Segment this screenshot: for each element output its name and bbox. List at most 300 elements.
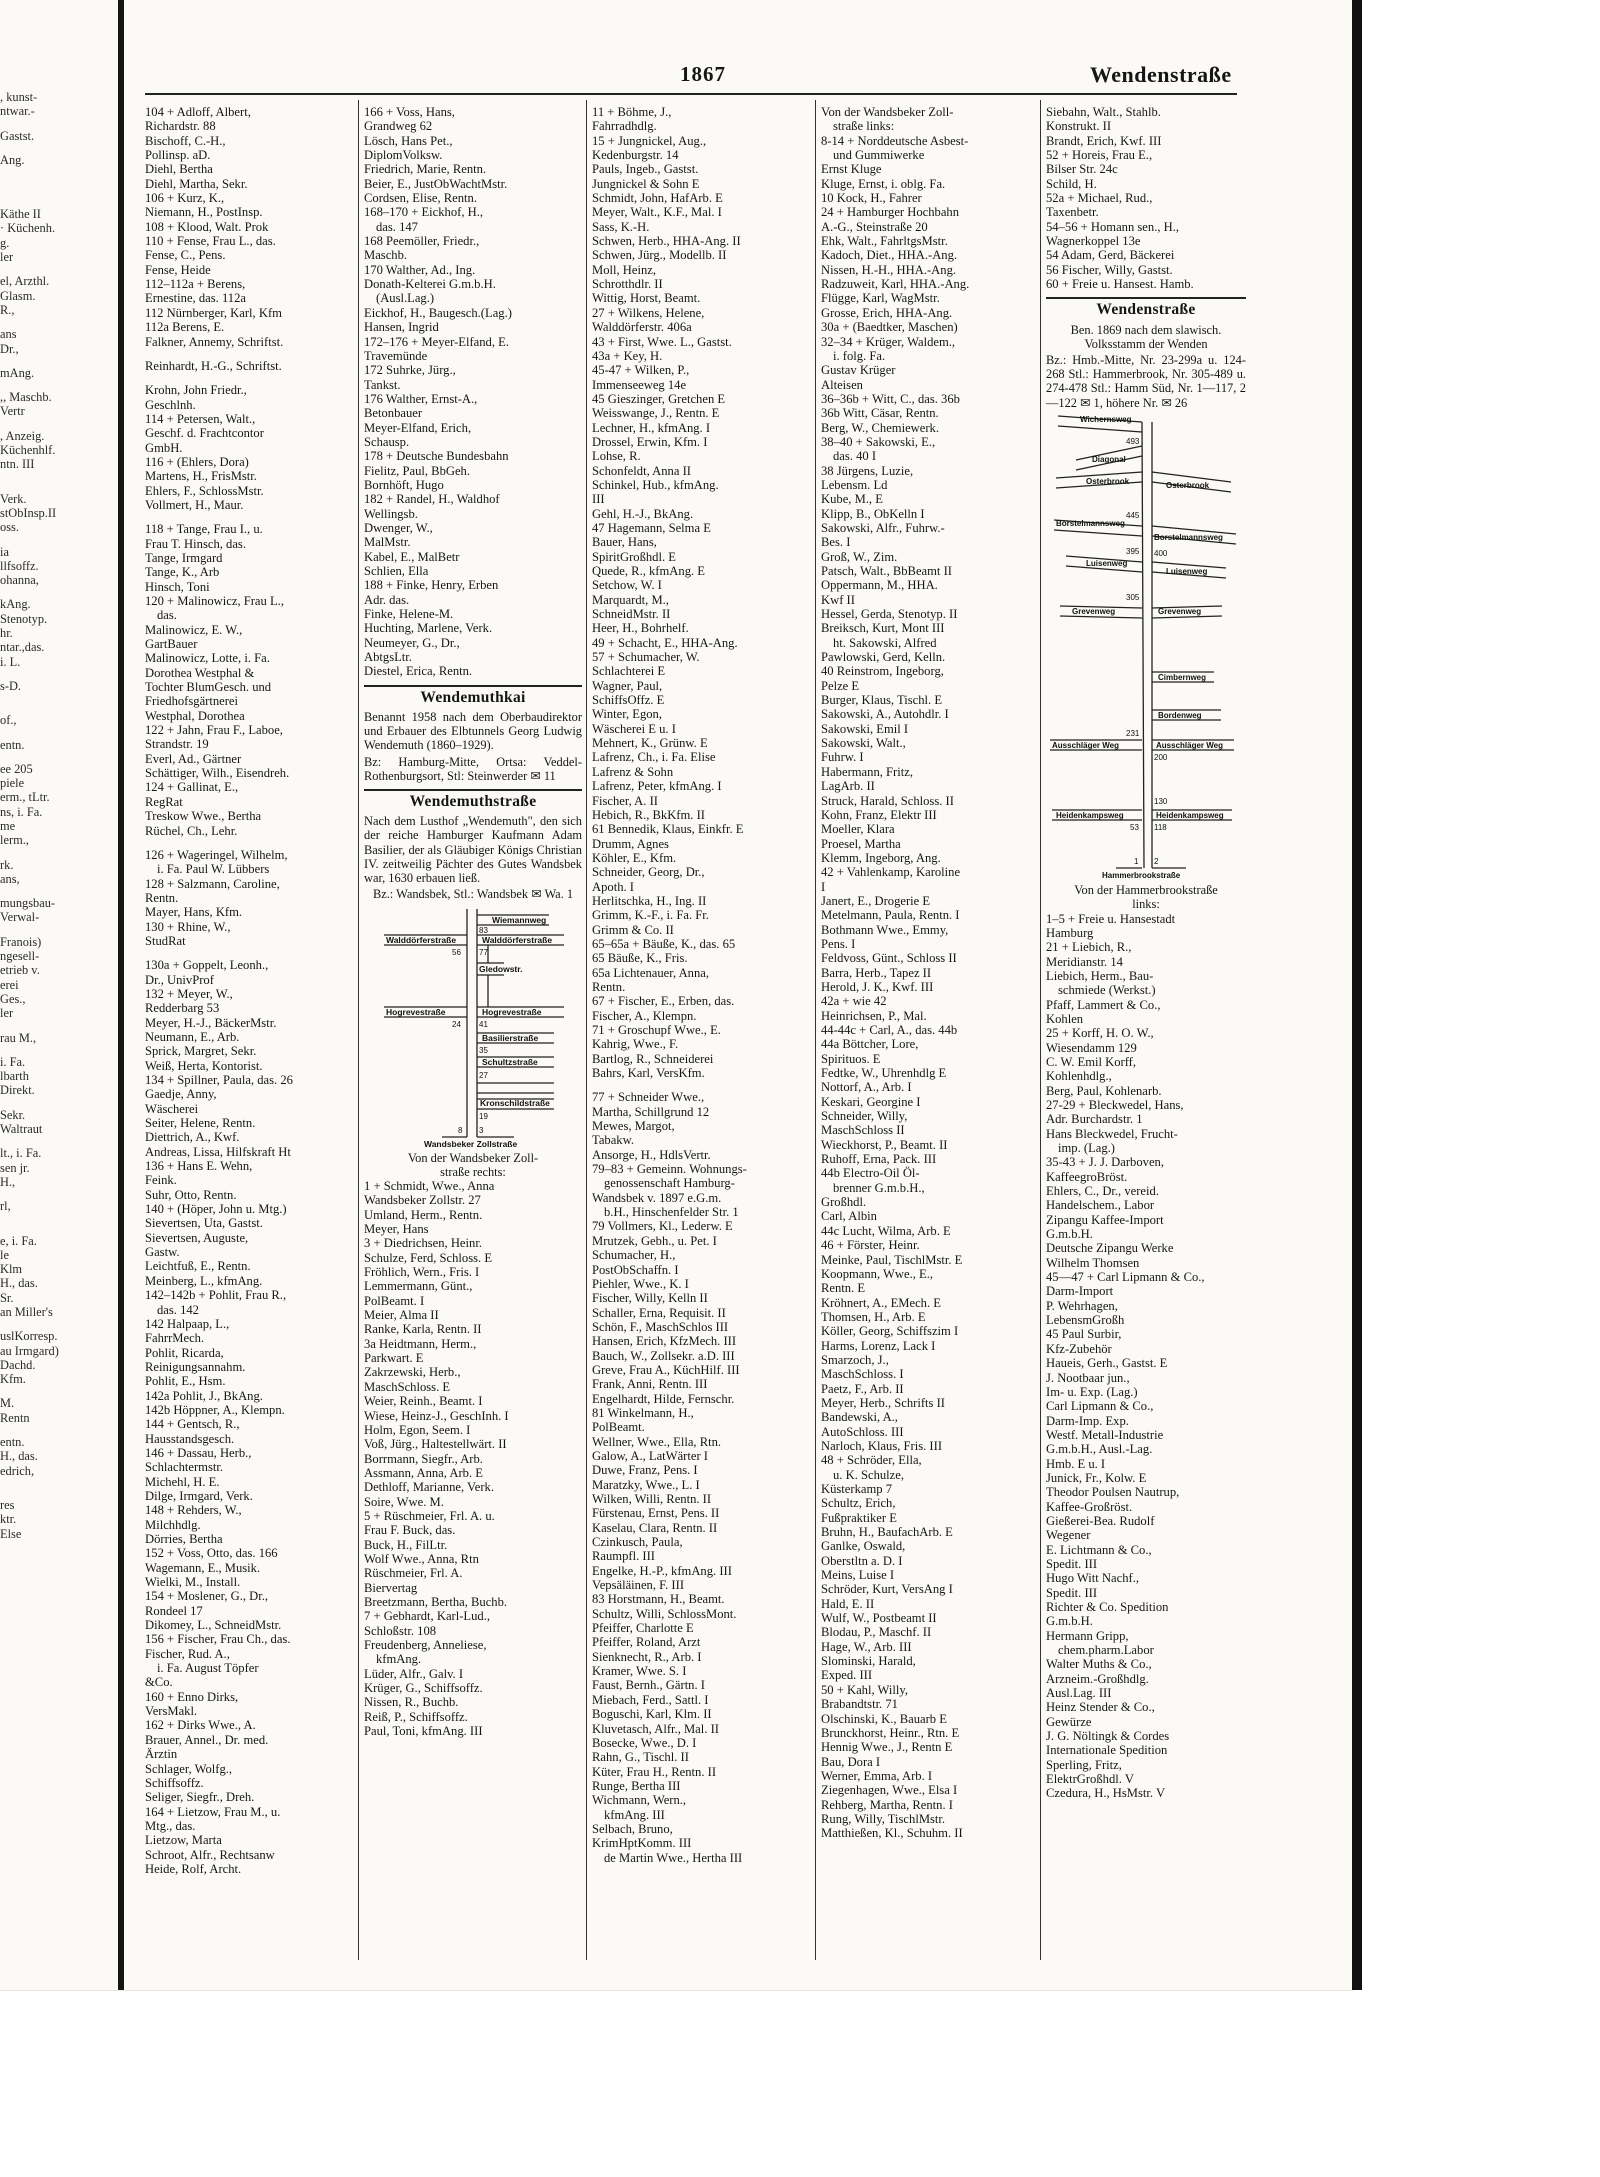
directory-entry-line: 44a Böttcher, Lore, <box>821 1037 919 1052</box>
clipped-text <box>0 925 118 935</box>
directory-entry-line: Moll, Heinz, <box>592 262 657 277</box>
directory-entry-line <box>145 512 353 522</box>
clipped-text: Sr. <box>0 1290 14 1305</box>
wendenstrasse-direction-2: links: <box>1132 897 1160 912</box>
directory-entry-line: Internationale Spedition <box>1046 1743 1168 1758</box>
directory-entry-line: Zakrzewski, Herb., <box>364 1365 461 1380</box>
map-label-gledowstrasse: Gledowstr. <box>479 964 523 975</box>
clipped-text: ngesell- <box>0 949 40 964</box>
directory-entry-line: 45 Paul Surbir, <box>1046 1327 1122 1342</box>
directory-entry-line: Bauer, Hans, <box>592 535 657 550</box>
directory-entry-line: Greve, Frau A., KüchHilf. III <box>592 1362 740 1377</box>
directory-entry-line: Gewürze <box>1046 1714 1092 1729</box>
directory-entry-line: 1 + Schmidt, Wwe., Anna <box>364 1179 495 1193</box>
clipped-text <box>0 535 118 545</box>
directory-entry-line: Matthießen, Kl., Schuhm. II <box>821 1826 963 1841</box>
directory-entry-line: Theodor Poulsen Nautrup, <box>1046 1485 1180 1500</box>
directory-entry-line: 42a + wie 42 <box>821 994 887 1009</box>
directory-entry-line: LagArb. II <box>821 779 875 794</box>
directory-entry-line: Falkner, Annemy, Schriftst. <box>145 334 284 349</box>
clipped-text <box>0 1045 118 1055</box>
column-divider <box>1040 100 1041 1960</box>
directory-entry-line: Wielki, M., Install. <box>145 1575 241 1590</box>
directory-entry-line: Jungnickel & Sohn E <box>592 176 700 191</box>
directory-entry-line: Schlachtermstr. <box>145 1460 223 1475</box>
directory-entry-line: Schroot, Alfr., Rechtsanw <box>145 1847 275 1862</box>
directory-entry-line: Schneider, Georg, Dr., <box>592 865 705 880</box>
directory-entry-line: Fürstenau, Ernst, Pens. II <box>592 1506 720 1521</box>
directory-entry-line: Maschb. <box>364 248 408 263</box>
map-label-bordenweg: Bordenweg <box>1158 710 1202 720</box>
map-label-walddoerferstrasse: Walddörferstraße <box>482 935 553 946</box>
directory-entry-line: Im- u. Exp. (Lag.) <box>1046 1384 1138 1399</box>
directory-entry-line: 81 Winkelmann, H., <box>592 1405 694 1420</box>
directory-entry-line: Rüchel, Ch., Lehr. <box>145 823 238 838</box>
directory-entry-line: Habermann, Fritz, <box>821 764 913 779</box>
directory-entry-line: Bahrs, Karl, VersKfm. <box>592 1066 705 1081</box>
clipped-text: ntwar.- <box>0 104 35 119</box>
directory-entry-line: Rüschmeier, Frl. A. <box>364 1566 463 1581</box>
column-5 <box>1046 105 1246 1965</box>
directory-entry-line: Ranke, Karla, Rentn. II <box>364 1322 482 1337</box>
directory-entry-line: Malinowicz, E. W., <box>145 622 243 637</box>
directory-entry-line: 152 + Voss, Otto, das. 166 <box>145 1546 278 1561</box>
directory-entry-line: 128 + Salzmann, Caroline, <box>145 876 280 891</box>
clipped-text <box>0 703 118 713</box>
map-label-cimbernweg: Cimbernweg <box>1158 672 1207 682</box>
directory-entry-line: Wulf, W., Postbeamt II <box>821 1611 937 1626</box>
directory-entry-line: 57 + Schumacher, W. <box>592 650 700 665</box>
directory-entry-line: 38 Jürgens, Luzie, <box>821 463 914 478</box>
directory-entry-line: 160 + Enno Dirks, <box>145 1689 239 1704</box>
directory-entry-line: Von der Wandsbeker Zoll- <box>821 105 954 119</box>
directory-entry-line: 122 + Jahn, Frau F., Laboe, <box>145 723 283 738</box>
map-house-number: 83 <box>479 926 488 936</box>
directory-entry-line: Lemmermann, Günt., <box>364 1279 473 1294</box>
directory-entry-line: 188 + Finke, Henry, Erben <box>364 578 499 593</box>
directory-entry-line: Pens. I <box>821 936 856 951</box>
clipped-text: oss. <box>0 520 19 535</box>
clipped-text: lbarth <box>0 1069 29 1084</box>
directory-entry-line: 136 + Hans E. Wehn, <box>145 1159 253 1174</box>
directory-entry-line: Schmidt, John, HafArb. E <box>592 191 723 206</box>
directory-entry-line: MalMstr. <box>364 535 411 550</box>
directory-entry-line: Exped. III <box>821 1668 873 1683</box>
directory-entry-line: Boguschi, Karl, Klm. II <box>592 1707 712 1722</box>
clipped-text: Dachd. <box>0 1357 36 1372</box>
directory-entry-line: Ruhoff, Erna, Pack. III <box>821 1152 937 1167</box>
directory-entry-line: 168–170 + Eickhof, H., <box>364 205 484 220</box>
directory-entry-line: Hinsch, Toni <box>145 579 210 594</box>
directory-entry-line: Brunckhorst, Heinr., Rtn. E <box>821 1725 960 1740</box>
directory-entry-line: 154 + Moslener, G., Dr., <box>145 1589 269 1604</box>
directory-entry-line: Wieckhorst, P., Beamt. II <box>821 1137 948 1152</box>
directory-entry-line: 144 + Gentsch, R., <box>145 1417 240 1432</box>
directory-entry-line: Meyer, H.-J., BäckerMstr. <box>145 1015 277 1030</box>
directory-entry-line: Mehnert, K., Grünw. E <box>592 736 708 751</box>
directory-entry-line: Berg, Paul, Kohlenarb. <box>1046 1083 1162 1098</box>
directory-entry-line: 44b Electro-Oil Öl- <box>821 1166 920 1181</box>
directory-entry-line: 142 Halpaap, L., <box>145 1316 230 1331</box>
directory-entry-line: Ehlers, C., Dr., vereid. <box>1046 1184 1159 1199</box>
directory-entry-line: Wagner, Paul, <box>592 678 663 693</box>
directory-entry-line: chem.pharm.Labor <box>1058 1643 1154 1658</box>
directory-entry-line: 116 + (Ehlers, Dora) <box>145 454 249 469</box>
directory-entry-line: Meinke, Paul, TischlMstr. E <box>821 1252 963 1267</box>
directory-entry-line: Rehberg, Martha, Rentn. I <box>821 1797 953 1812</box>
directory-entry-line: Meyer-Elfand, Erich, <box>364 420 472 435</box>
directory-entry-line: Krüger, G., Schiffsoffz. <box>364 1681 483 1696</box>
directory-entry-line: Seiter, Helene, Rentn. <box>145 1116 256 1131</box>
map-house-number: 19 <box>479 1112 488 1122</box>
directory-entry-line: Wiesendamm 129 <box>1046 1040 1137 1055</box>
clipped-text <box>0 419 118 429</box>
directory-entry-line: 182 + Randel, H., Waldhof <box>364 492 500 507</box>
map-label-kronschildstrasse: Kronschildstraße <box>480 1098 550 1109</box>
directory-entry-line: Pollinsp. aD. <box>145 148 211 163</box>
directory-entry-line: Grandweg 62 <box>364 119 433 134</box>
directory-entry-line: Bilser Str. 24c <box>1046 162 1118 177</box>
directory-entry-line: Radzuweit, Karl, HHA.-Ang. <box>821 277 970 292</box>
directory-entry-line: 45—47 + Carl Lipmann & Co., <box>1046 1270 1205 1285</box>
directory-entry-line: G.m.b.H. <box>1046 1227 1093 1242</box>
clipped-text <box>0 167 118 177</box>
directory-entry-line: Wolf Wwe., Anna, Rtn <box>364 1551 479 1566</box>
clipped-text <box>0 177 118 187</box>
directory-entry-line: AutoSchloss. III <box>821 1424 904 1439</box>
directory-entry-line: Piehler, Wwe., K. I <box>592 1276 689 1291</box>
clipped-text: hr. <box>0 626 13 641</box>
directory-entry-line: 142a Pohlit, J., BkAng. <box>145 1388 263 1403</box>
directory-entry-line: Haueis, Gerh., Gastst. E <box>1046 1356 1168 1371</box>
directory-entry-line: Lohse, R. <box>592 449 641 464</box>
clipped-text: i. Fa. <box>0 1054 26 1069</box>
directory-entry-line: Vollmert, H., Maur. <box>145 497 244 512</box>
map-house-number: 41 <box>479 1020 488 1030</box>
clipped-text: mAng. <box>0 365 35 380</box>
directory-entry-line: Dikomey, L., SchneidMstr. <box>145 1618 282 1633</box>
clipped-text: Else <box>0 1526 22 1541</box>
directory-entry-line: 140 + (Höper, John u. Mtg.) <box>145 1202 287 1217</box>
directory-entry-line: Taxenbetr. <box>1046 205 1099 220</box>
page-number: 1867 <box>680 62 726 86</box>
directory-entry-line: Wilhelm Thomsen <box>1046 1255 1140 1270</box>
directory-entry-line: Lafrenz, Peter, kfmAng. I <box>592 779 722 794</box>
map-house-number: 400 <box>1154 548 1168 558</box>
directory-entry-line: E. Lichtmann & Co., <box>1046 1542 1152 1557</box>
map-house-number: 77 <box>479 948 488 958</box>
directory-entry-line: Tange, K., Arb <box>145 565 220 580</box>
directory-entry-line: Parkwart. E <box>364 1351 424 1366</box>
directory-entry-line: GmbH. <box>145 440 183 455</box>
directory-entry-line: das. 142 <box>157 1302 199 1317</box>
directory-entry-line: und Gummiwerke <box>833 148 925 163</box>
directory-entry-line: Hebich, R., BkKfm. II <box>592 807 705 822</box>
directory-entry-line: Walter Muths & Co., <box>1046 1657 1152 1672</box>
directory-entry-line: Nissen, H.-H., HHA.-Ang. <box>821 262 957 277</box>
directory-entry-line: Barra, Herb., Tapez II <box>821 965 932 980</box>
directory-entry-line: Diettrich, A., Kwf. <box>145 1130 240 1145</box>
directory-entry-line: Schulze, Ferd, Schloss. E <box>364 1250 493 1265</box>
directory-entry-line: Lösch, Hans Pet., <box>364 133 453 148</box>
clipped-text: Verk. <box>0 491 27 506</box>
directory-entry-line: 168 Peemöller, Friedr., <box>364 234 480 249</box>
directory-entry-line: Immenseeweg 14e <box>592 377 687 392</box>
directory-entry-line: Groß, W., Zim. <box>821 549 898 564</box>
directory-entry-line: Fischer, A., Klempn. <box>592 1008 697 1023</box>
clipped-text: of., <box>0 713 17 728</box>
directory-entry-line: Küsterkamp 7 <box>821 1482 892 1496</box>
directory-entry-line: Hansen, Ingrid <box>364 320 439 335</box>
clipped-text: stObInsp.II <box>0 505 57 520</box>
directory-entry-line: 77 + Schneider Wwe., <box>592 1090 705 1105</box>
directory-entry-line: Meins, Luise I <box>821 1568 895 1583</box>
directory-entry-line: Fahrradhdlg. <box>592 119 657 134</box>
directory-entry-line: Bandewski, A., <box>821 1410 898 1425</box>
directory-entry-line: Dr., UnivProf <box>145 972 214 987</box>
directory-entry-line: 130a + Goppelt, Leonh., <box>145 958 269 973</box>
clipped-text <box>0 119 118 129</box>
column-5-entries-bottom <box>1046 912 1246 1801</box>
directory-entry-line: 65 Bäuße, K., Fris. <box>592 951 688 966</box>
map-label-diagonal: Diagonal <box>1092 454 1126 464</box>
directory-entry-line: 15 + Jungnickel, Aug., <box>592 133 707 148</box>
clipped-text <box>0 1386 118 1396</box>
clipped-text: Rentn <box>0 1410 30 1425</box>
directory-entry-line: Bornhöft, Hugo <box>364 477 444 492</box>
directory-entry-line: KaffeegroBröst. <box>1046 1169 1128 1184</box>
directory-entry-line: Sakowski, Alfr., Fuhrw.- <box>821 520 945 535</box>
directory-entry-line: Sperling, Fritz, <box>1046 1757 1122 1772</box>
directory-entry-line: Fedtke, W., Uhrenhdlg E <box>821 1066 947 1081</box>
clipped-text <box>0 317 118 327</box>
directory-entry-line: Reiß, P., Schiffsoffz. <box>364 1709 468 1724</box>
directory-entry-line: 172–176 + Meyer-Elfand, E. <box>364 334 509 349</box>
clipped-text <box>0 1214 118 1224</box>
directory-entry-line: Hermann Gripp, <box>1046 1628 1129 1643</box>
clipped-text: kAng. <box>0 597 31 612</box>
directory-entry-line: Runge, Bertha III <box>592 1778 681 1793</box>
directory-entry-line: kfmAng. III <box>604 1807 665 1822</box>
directory-entry-line: Rentn. <box>145 890 179 905</box>
directory-entry-line: Wäscherei <box>145 1101 199 1116</box>
directory-entry-line: Janert, E., Drogerie E <box>821 893 931 908</box>
directory-entry-line: Frau F. Buck, das. <box>364 1523 456 1538</box>
directory-entry-line: Martha, Schillgrund 12 <box>592 1104 710 1119</box>
clipped-text <box>0 1488 118 1498</box>
map-house-number: 305 <box>1126 592 1140 602</box>
directory-entry-line: Schaller, Erna, Requisit. II <box>592 1305 726 1320</box>
map-house-number: 200 <box>1154 752 1168 762</box>
directory-entry-line: Frank, Anni, Rentn. III <box>592 1377 708 1392</box>
directory-entry-line: Ernst Kluge <box>821 162 882 177</box>
directory-entry-line: Tochter BlumGesch. und <box>145 680 272 695</box>
directory-entry-line: Fußpraktiker E <box>821 1510 897 1525</box>
wendemuthstrasse-map <box>364 901 582 1147</box>
directory-entry-line: Sievertsen, Uta, Gastst. <box>145 1216 263 1231</box>
directory-entry-line: Ganlke, Oswald, <box>821 1539 906 1554</box>
column-1 <box>145 105 353 1965</box>
directory-entry-line: Ehk, Walt., FahrltgsMstr. <box>821 234 948 249</box>
directory-entry-line: 52 + Horeis, Frau E., <box>1046 148 1153 163</box>
clipped-text: R., <box>0 302 15 317</box>
directory-entry-line: Darm-Imp. Exp. <box>1046 1413 1129 1428</box>
directory-entry-line: Holm, Egon, Seem. I <box>364 1422 471 1437</box>
directory-entry-line: de Martin Wwe., Hertha III <box>604 1850 743 1865</box>
clipped-text <box>0 197 118 207</box>
directory-entry-line: Friedrich, Marie, Rentn. <box>364 162 487 177</box>
clipped-text: H., das. <box>0 1449 38 1464</box>
directory-entry-line: Kramer, Wwe. S. I <box>592 1664 687 1679</box>
clipped-text: ,, Maschb. <box>0 390 52 405</box>
map-label-luisenweg: Luisenweg <box>1086 558 1128 568</box>
clipped-text: ler <box>0 1006 14 1021</box>
directory-entry-line: Spedit. III <box>1046 1585 1098 1600</box>
directory-entry-line: G.m.b.H., Ausl.-Lag. <box>1046 1442 1153 1457</box>
directory-entry-line: Ehlers, F., SchlossMstr. <box>145 483 264 498</box>
directory-entry-line: PolBeamt. <box>592 1420 645 1435</box>
directory-entry-line: 54 Adam, Gerd, Bäckerei <box>1046 248 1175 263</box>
directory-entry-line: Walddörferstr. 406a <box>592 320 692 335</box>
street-title: Wendenstraße <box>1090 62 1232 87</box>
directory-entry-line: DiplomVolksw. <box>364 148 443 163</box>
clipped-text: Dr., <box>0 341 19 356</box>
directory-entry-line: Rondeel 17 <box>145 1603 203 1618</box>
map-house-number: 231 <box>1126 728 1140 738</box>
wendemuthstrasse-title: Wendemuthstraße <box>364 789 582 814</box>
directory-entry-line: Frau T. Hinsch, das. <box>145 536 246 551</box>
directory-entry-line: FahrrMech. <box>145 1331 205 1346</box>
clipped-text <box>0 187 118 197</box>
wendenstrasse-direction-1: Von der Hammerbrookstraße <box>1074 883 1218 898</box>
clipped-text: Kfm. <box>0 1372 26 1387</box>
directory-entry-line: Heinrichsen, P., Mal. <box>821 1008 927 1023</box>
directory-entry-line: 132 + Meyer, W., <box>145 986 233 1001</box>
directory-entry-line: PolBeamt. I <box>364 1293 425 1308</box>
clipped-text: ns, i. Fa. <box>0 804 43 819</box>
directory-entry-line: AbtgsLtr. <box>364 650 412 665</box>
directory-entry-line: Schlachterei E <box>592 664 666 679</box>
directory-entry-line: Grosse, Erich, HHA-Ang. <box>821 305 953 320</box>
directory-entry-line: Brauer, Annel., Dr. med. <box>145 1732 269 1747</box>
map-label-osterbrook: Osterbrook <box>1166 480 1210 490</box>
directory-entry-line: 49 + Schacht, E., HHA-Ang. <box>592 635 738 650</box>
directory-entry-line: Pohlit, Ricarda, <box>145 1345 224 1360</box>
wendenstrasse-map <box>1046 410 1246 880</box>
directory-entry-line: Pfeiffer, Charlotte E <box>592 1621 694 1636</box>
directory-entry-line: Schonfeldt, Anna II <box>592 463 691 478</box>
directory-entry-line: Bartlog, R., Schneiderei <box>592 1051 714 1066</box>
directory-entry-line: Breetzmann, Bertha, Buchb. <box>364 1594 508 1609</box>
directory-entry-line: Schumacher, H., <box>592 1248 676 1263</box>
directory-entry-line <box>592 1080 810 1090</box>
column-4 <box>821 105 1035 1965</box>
directory-entry-line: Meier, Alma II <box>364 1308 439 1323</box>
clipped-text: ans, <box>0 871 20 886</box>
directory-entry-line: 112a Berens, E. <box>145 320 225 335</box>
directory-entry-line: III <box>592 492 605 507</box>
directory-entry-line: Konstrukt. II <box>1046 119 1112 134</box>
directory-entry-line: Schiffsoffz. <box>145 1775 204 1790</box>
directory-entry-line: 110 + Fense, Frau L., das. <box>145 234 276 249</box>
wendemuthkai-text: Benannt 1958 nach dem Oberbaudirektor und Erbauer des Elbtunnels Georg Ludwig Wendemuth (1860–1929). <box>364 709 582 753</box>
directory-entry-line: 104 + Adloff, Albert, <box>145 105 251 119</box>
directory-entry-line: Tange, Irmgard <box>145 550 223 565</box>
clipped-text <box>0 886 118 896</box>
map-label-ausschlaeger-weg: Ausschläger Weg <box>1156 740 1223 750</box>
directory-entry-line: genossenschaft Hamburg- <box>604 1176 735 1191</box>
directory-entry-line: Schwen, Jürg., Modellb. II <box>592 248 727 263</box>
clipped-text: res <box>0 1497 15 1512</box>
directory-entry-line: das. <box>157 608 177 623</box>
directory-entry-line: Milchhdlg. <box>145 1517 201 1532</box>
clipped-text: Verwal- <box>0 910 40 925</box>
directory-entry-line: 126 + Wageringel, Wilhelm, <box>145 847 288 862</box>
clipped-text <box>0 587 118 597</box>
directory-entry-line: 52a + Michael, Rud., <box>1046 191 1153 206</box>
directory-entry-line: Sakowski, Walt., <box>821 736 906 751</box>
directory-entry-line: Bes. I <box>821 535 851 550</box>
directory-entry-line: Gastw. <box>145 1245 180 1260</box>
directory-entry-line: Wandsbek v. 1897 e.G.m. <box>592 1190 722 1205</box>
directory-entry-line: Bauch, W., Zollsekr. a.D. III <box>592 1348 735 1363</box>
directory-entry-line: 21 + Liebich, R., <box>1046 940 1132 955</box>
clipped-text: e, i. Fa. <box>0 1233 37 1248</box>
clipped-text <box>0 1136 118 1146</box>
column-3 <box>592 105 810 1965</box>
clipped-text <box>0 482 118 492</box>
directory-entry-line: Pfaff, Lammert & Co., <box>1046 997 1161 1012</box>
directory-entry-line: 1–5 + Freie u. Hansestadt <box>1046 911 1176 926</box>
map-label-hogrevestrasse: Hogrevestraße <box>386 1007 446 1018</box>
directory-entry-line: Kluvetasch, Alfr., Mal. II <box>592 1721 719 1736</box>
column-5-entries-top <box>1046 105 1246 291</box>
wendemuthstrasse-direction-2: straße rechts: <box>440 1164 506 1179</box>
clipped-text: rk. <box>0 857 14 872</box>
map-label-borstelmannsweg: Borstelmannsweg <box>1154 532 1223 542</box>
directory-entry-line: Faust, Bernh., Gärtn. I <box>592 1678 705 1693</box>
directory-entry-line: KrimHptKomm. III <box>592 1836 692 1851</box>
directory-entry-line: 112–112a + Berens, <box>145 277 246 292</box>
directory-entry-line: Raumpfl. III <box>592 1549 655 1564</box>
directory-entry-line: Schausp. <box>364 434 410 449</box>
directory-entry-line: Ernestine, das. 112a <box>145 291 246 306</box>
directory-entry-line: brenner G.m.b.H., <box>833 1180 925 1195</box>
map-label-borstelmannsweg: Borstelmannsweg <box>1056 518 1125 528</box>
directory-entry-line: 164 + Lietzow, Frau M., u. <box>145 1804 281 1819</box>
wendemuthkai-box <box>364 685 582 783</box>
directory-entry-line: Malinowicz, Lotte, i. Fa. <box>145 651 270 666</box>
directory-entry-line: imp. (Lag.) <box>1058 1141 1116 1155</box>
clipped-text <box>0 1425 118 1435</box>
directory-entry-line: Hausstandsgesch. <box>145 1431 235 1446</box>
directory-entry-line: Struck, Harald, Schloss. II <box>821 793 954 808</box>
directory-entry-line: 118 + Tange, Frau I., u. <box>145 522 263 537</box>
directory-entry-line: Metelmann, Paula, Rentn. I <box>821 908 960 923</box>
directory-entry-line: Heide, Rolf, Archt. <box>145 1861 242 1876</box>
directory-entry-line: Reinigungsannahm. <box>145 1359 246 1374</box>
directory-entry-line: Travemünde <box>364 348 428 363</box>
directory-entry-line: Proesel, Martha <box>821 836 901 851</box>
directory-entry-line: Umland, Herm., Rentn. <box>364 1207 483 1222</box>
directory-entry-line: Quede, R., kfmAng. E <box>592 564 705 578</box>
directory-entry-line: Lebensm. Ld <box>821 477 888 492</box>
clipped-text <box>0 693 118 703</box>
directory-entry-line: 142–142b + Pohlit, Frau R., <box>145 1288 287 1303</box>
directory-entry-line: Adr. Burchardstr. 1 <box>1046 1112 1143 1127</box>
directory-entry-line: Eickhof, H., Baugesch.(Lag.) <box>364 305 512 320</box>
book-gutter <box>118 0 124 1990</box>
